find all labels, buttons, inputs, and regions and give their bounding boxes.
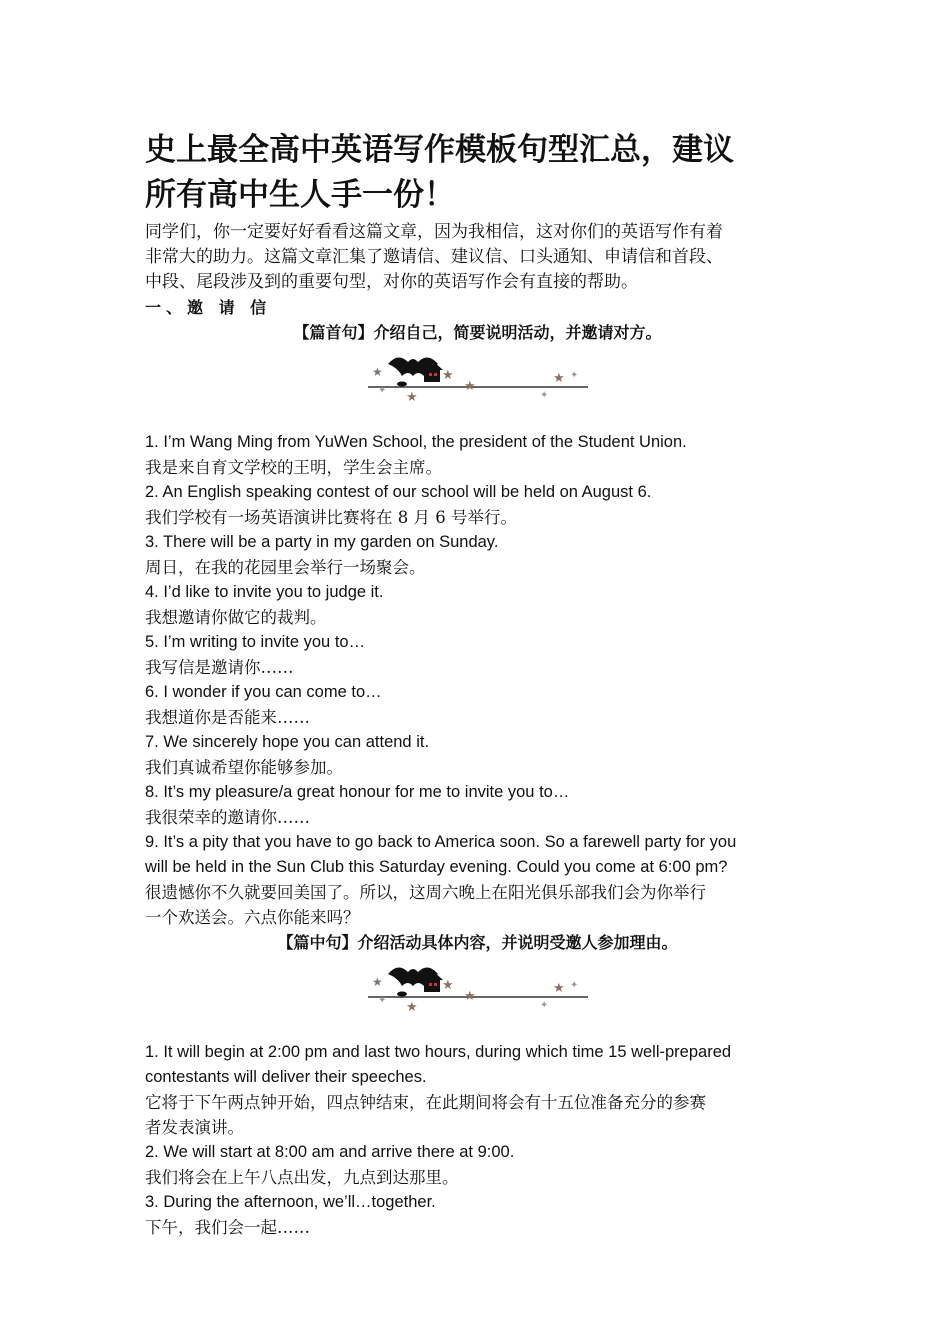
svg-text:★: ★ xyxy=(441,978,454,993)
list-item-zh: 者发表演讲。 xyxy=(145,1118,244,1137)
bat-house-ornament-icon xyxy=(358,956,598,1026)
svg-text:✦: ✦ xyxy=(377,995,386,1006)
list-item-zh: 下午，我们会一起…… xyxy=(145,1218,310,1237)
document-page xyxy=(145,128,810,1240)
list-item-en: 3. There will be a party in my garden on Sunday. xyxy=(145,533,499,551)
title-line-1: 史上最全高中英语写作模板句型汇总，建议 xyxy=(145,132,734,168)
list-item-zh: 我很荣幸的邀请你…… xyxy=(145,808,310,827)
list-item-en: 1. I’m Wang Ming from YuWen School, the president of the Student Union. xyxy=(145,433,687,451)
body-sentence-list xyxy=(145,1040,810,1240)
list-item-en: 2. An English speaking contest of our school will be held on August 6. xyxy=(145,483,652,501)
intro-paragraph xyxy=(145,220,810,295)
svg-text:★: ★ xyxy=(463,379,476,394)
subheading-opening: 【篇首句】介绍自己，简要说明活动，并邀请对方。 xyxy=(293,323,662,342)
intro-line: 同学们，你一定要好好看看这篇文章，因为我相信，这对你们的英语写作有着 xyxy=(145,222,723,242)
list-item-zh: 我想道你是否能来…… xyxy=(145,708,310,727)
list-item-en: 6. I wonder if you can come to… xyxy=(145,683,382,701)
list-item-en: 4. I’d like to invite you to judge it. xyxy=(145,583,384,601)
list-item-zh: 我们真诚希望你能够参加。 xyxy=(145,758,343,777)
svg-text:★: ★ xyxy=(405,390,418,405)
intro-line: 非常大的助力。这篇文章汇集了邀请信、建议信、口头通知、申请信和首段、 xyxy=(145,247,723,267)
section-heading-invitation: 一、邀 请 信 xyxy=(145,298,272,317)
svg-text:★: ★ xyxy=(405,1000,418,1015)
subheading-body: 【篇中句】介绍活动具体内容，并说明受邀人参加理由。 xyxy=(277,933,678,952)
list-item-en: 5. I’m writing to invite you to… xyxy=(145,633,366,651)
svg-text:★: ★ xyxy=(371,975,383,989)
svg-text:★: ★ xyxy=(463,989,476,1004)
svg-text:✦: ✦ xyxy=(539,390,548,401)
list-item-zh: 我们将会在上午八点出发，九点到达那里。 xyxy=(145,1168,459,1187)
list-item-zh: 一个欢送会。六点你能来吗？ xyxy=(145,908,360,927)
svg-text:★: ★ xyxy=(371,365,383,379)
list-item-en: contestants will deliver their speeches. xyxy=(145,1068,427,1086)
svg-text:★: ★ xyxy=(552,371,565,386)
list-item-zh: 我写信是邀请你…… xyxy=(145,658,294,677)
list-item-zh: 我想邀请你做它的裁判。 xyxy=(145,608,327,627)
decorative-divider xyxy=(145,956,810,1026)
bat-house-ornament-icon xyxy=(358,346,598,416)
svg-text:✦: ✦ xyxy=(377,385,386,396)
svg-text:✦: ✦ xyxy=(569,980,578,991)
list-item-zh: 我是来自育文学校的王明，学生会主席。 xyxy=(145,458,442,477)
list-item-en: 8. It’s my pleasure/a great honour for me to invite you to… xyxy=(145,783,570,801)
document-title xyxy=(145,128,810,218)
list-item-en: 7. We sincerely hope you can attend it. xyxy=(145,733,430,751)
svg-text:✦: ✦ xyxy=(539,1000,548,1011)
svg-text:★: ★ xyxy=(552,981,565,996)
list-item-zh: 很遗憾你不久就要回美国了。所以，这周六晚上在阳光俱乐部我们会为你举行 xyxy=(145,883,706,902)
svg-text:★: ★ xyxy=(441,368,454,383)
intro-line: 中段、尾段涉及到的重要句型，对你的英语写作会有直接的帮助。 xyxy=(145,272,638,292)
list-item-en: 2. We will start at 8:00 am and arrive there at 9:00. xyxy=(145,1143,515,1161)
opening-sentence-list xyxy=(145,430,810,930)
svg-text:✦: ✦ xyxy=(569,370,578,381)
list-item-zh: 我们学校有一场英语演讲比赛将在 8 月 6 号举行。 xyxy=(145,508,517,527)
list-item-en: will be held in the Sun Club this Saturday evening. Could you come at 6:00 pm? xyxy=(145,858,728,876)
list-item-en: 3. During the afternoon, we’ll…together. xyxy=(145,1193,436,1211)
list-item-en: 9. It’s a pity that you have to go back to America soon. So a farewell party for you xyxy=(145,833,737,851)
list-item-en: 1. It will begin at 2:00 pm and last two hours, during which time 15 well-prepared xyxy=(145,1043,732,1061)
title-line-2: 所有高中生人手一份！ xyxy=(145,177,455,213)
list-item-zh: 周日，在我的花园里会举行一场聚会。 xyxy=(145,558,426,577)
list-item-zh: 它将于下午两点钟开始，四点钟结束，在此期间将会有十五位准备充分的参赛 xyxy=(145,1093,706,1112)
decorative-divider xyxy=(145,346,810,416)
